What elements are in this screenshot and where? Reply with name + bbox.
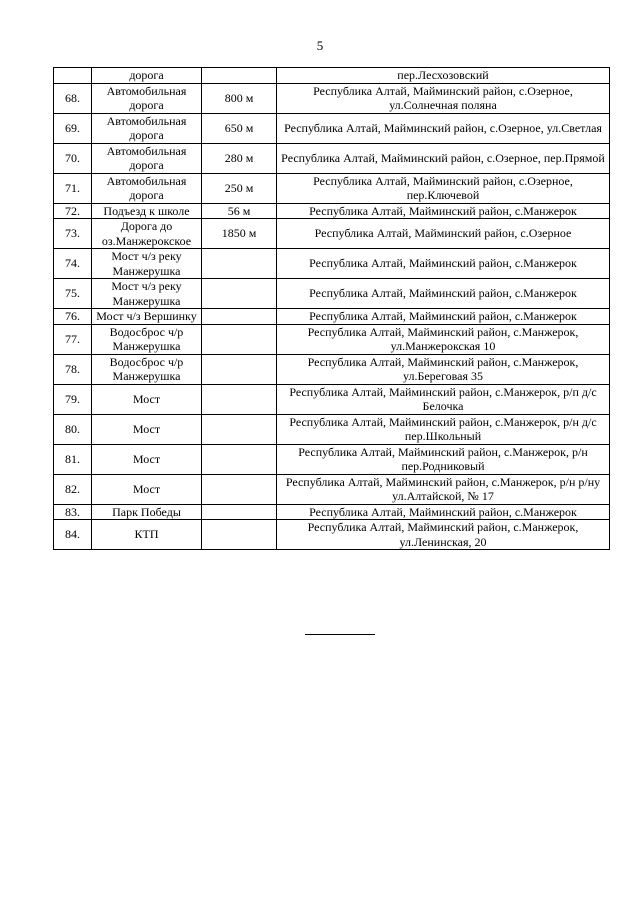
- row-number-cell: 76.: [54, 309, 92, 325]
- row-number-cell: 69.: [54, 113, 92, 143]
- table-row: [54, 68, 610, 84]
- length-cell: [202, 520, 277, 550]
- address-cell: Республика Алтай, Майминский район, с.Озерное: [277, 219, 610, 249]
- object-name-cell: Автомобильная дорога: [92, 173, 202, 203]
- length-cell: 56 м: [202, 203, 277, 219]
- row-number-cell: 78.: [54, 354, 92, 384]
- address-cell: Республика Алтай, Майминский район, с.Озерное, пер.Прямой: [277, 143, 610, 173]
- row-number-cell: 81.: [54, 444, 92, 474]
- table-row: [54, 474, 610, 504]
- length-cell: 280 м: [202, 143, 277, 173]
- object-name-cell: КТП: [92, 520, 202, 550]
- table-row: [54, 504, 610, 520]
- object-name-cell: Мост: [92, 444, 202, 474]
- length-cell: [202, 249, 277, 279]
- address-cell: Республика Алтай, Майминский район, с.Манжерок: [277, 504, 610, 520]
- length-cell: [202, 444, 277, 474]
- row-number-cell: 75.: [54, 279, 92, 309]
- property-registry-table: [53, 67, 610, 550]
- address-cell: Республика Алтай, Майминский район, с.Манжерок: [277, 203, 610, 219]
- length-cell: [202, 324, 277, 354]
- length-cell: [202, 414, 277, 444]
- table-row: [54, 444, 610, 474]
- table-row: [54, 203, 610, 219]
- row-number-cell: 79.: [54, 384, 92, 414]
- table-row: [54, 520, 610, 550]
- length-cell: 250 м: [202, 173, 277, 203]
- row-number-cell: 82.: [54, 474, 92, 504]
- object-name-cell: Мост: [92, 384, 202, 414]
- object-name-cell: Автомобильная дорога: [92, 143, 202, 173]
- row-number-cell: 83.: [54, 504, 92, 520]
- table-row: [54, 83, 610, 113]
- row-number-cell: [54, 68, 92, 84]
- address-cell: Республика Алтай, Майминский район, с.Манжерок, р/п д/с Белочка: [277, 384, 610, 414]
- row-number-cell: 74.: [54, 249, 92, 279]
- row-number-cell: 73.: [54, 219, 92, 249]
- table-row: [54, 354, 610, 384]
- table-row: [54, 249, 610, 279]
- address-cell: Республика Алтай, Майминский район, с.Манжерок, ул.Ленинская, 20: [277, 520, 610, 550]
- row-number-cell: 68.: [54, 83, 92, 113]
- address-cell: Республика Алтай, Майминский район, с.Манжерок: [277, 249, 610, 279]
- row-number-cell: 72.: [54, 203, 92, 219]
- address-cell: Республика Алтай, Майминский район, с.Озерное, пер.Ключевой: [277, 173, 610, 203]
- object-name-cell: Водосброс ч/р Манжерушка: [92, 324, 202, 354]
- length-cell: 800 м: [202, 83, 277, 113]
- object-name-cell: Дорога до оз.Манжерокское: [92, 219, 202, 249]
- row-number-cell: 77.: [54, 324, 92, 354]
- row-number-cell: 70.: [54, 143, 92, 173]
- table-row: [54, 384, 610, 414]
- registry-table-body: [54, 68, 610, 550]
- length-cell: [202, 384, 277, 414]
- object-name-cell: Водосброс ч/р Манжерушка: [92, 354, 202, 384]
- object-name-cell: дорога: [92, 68, 202, 84]
- object-name-cell: Мост ч/з реку Манжерушка: [92, 279, 202, 309]
- table-row: [54, 173, 610, 203]
- address-cell: Республика Алтай, Майминский район, с.Манжерок: [277, 309, 610, 325]
- table-row: [54, 113, 610, 143]
- table-row: [54, 143, 610, 173]
- object-name-cell: Мост ч/з реку Манжерушка: [92, 249, 202, 279]
- address-cell: Республика Алтай, Майминский район, с.Манжерок, р/н д/с пер.Школьный: [277, 414, 610, 444]
- length-cell: [202, 474, 277, 504]
- address-cell: Республика Алтай, Майминский район, с.Озерное, ул.Солнечная поляна: [277, 83, 610, 113]
- length-cell: [202, 68, 277, 84]
- address-cell: Республика Алтай, Майминский район, с.Манжерок, ул.Береговая 35: [277, 354, 610, 384]
- table-row: [54, 414, 610, 444]
- object-name-cell: Мост: [92, 414, 202, 444]
- address-cell: Республика Алтай, Майминский район, с.Озерное, ул.Светлая: [277, 113, 610, 143]
- address-cell: пер.Лесхозовский: [277, 68, 610, 84]
- length-cell: 650 м: [202, 113, 277, 143]
- length-cell: [202, 504, 277, 520]
- row-number-cell: 71.: [54, 173, 92, 203]
- address-cell: Республика Алтай, Майминский район, с.Манжерок, р/н р/ну ул.Алтайской, № 17: [277, 474, 610, 504]
- object-name-cell: Мост: [92, 474, 202, 504]
- table-row: [54, 324, 610, 354]
- length-cell: [202, 279, 277, 309]
- object-name-cell: Подъезд к школе: [92, 203, 202, 219]
- length-cell: [202, 354, 277, 384]
- row-number-cell: 80.: [54, 414, 92, 444]
- table-row: [54, 309, 610, 325]
- row-number-cell: 84.: [54, 520, 92, 550]
- object-name-cell: Автомобильная дорога: [92, 113, 202, 143]
- address-cell: Республика Алтай, Майминский район, с.Манжерок, р/н пер.Родниковый: [277, 444, 610, 474]
- table-row: [54, 279, 610, 309]
- address-cell: Республика Алтай, Майминский район, с.Манжерок: [277, 279, 610, 309]
- address-cell: Республика Алтай, Майминский район, с.Манжерок, ул.Манжерокская 10: [277, 324, 610, 354]
- object-name-cell: Парк Победы: [92, 504, 202, 520]
- object-name-cell: Автомобильная дорога: [92, 83, 202, 113]
- length-cell: [202, 309, 277, 325]
- object-name-cell: Мост ч/з Вершинку: [92, 309, 202, 325]
- end-of-document-divider: [305, 634, 375, 635]
- table-row: [54, 219, 610, 249]
- length-cell: 1850 м: [202, 219, 277, 249]
- page-number: 5: [316, 38, 324, 53]
